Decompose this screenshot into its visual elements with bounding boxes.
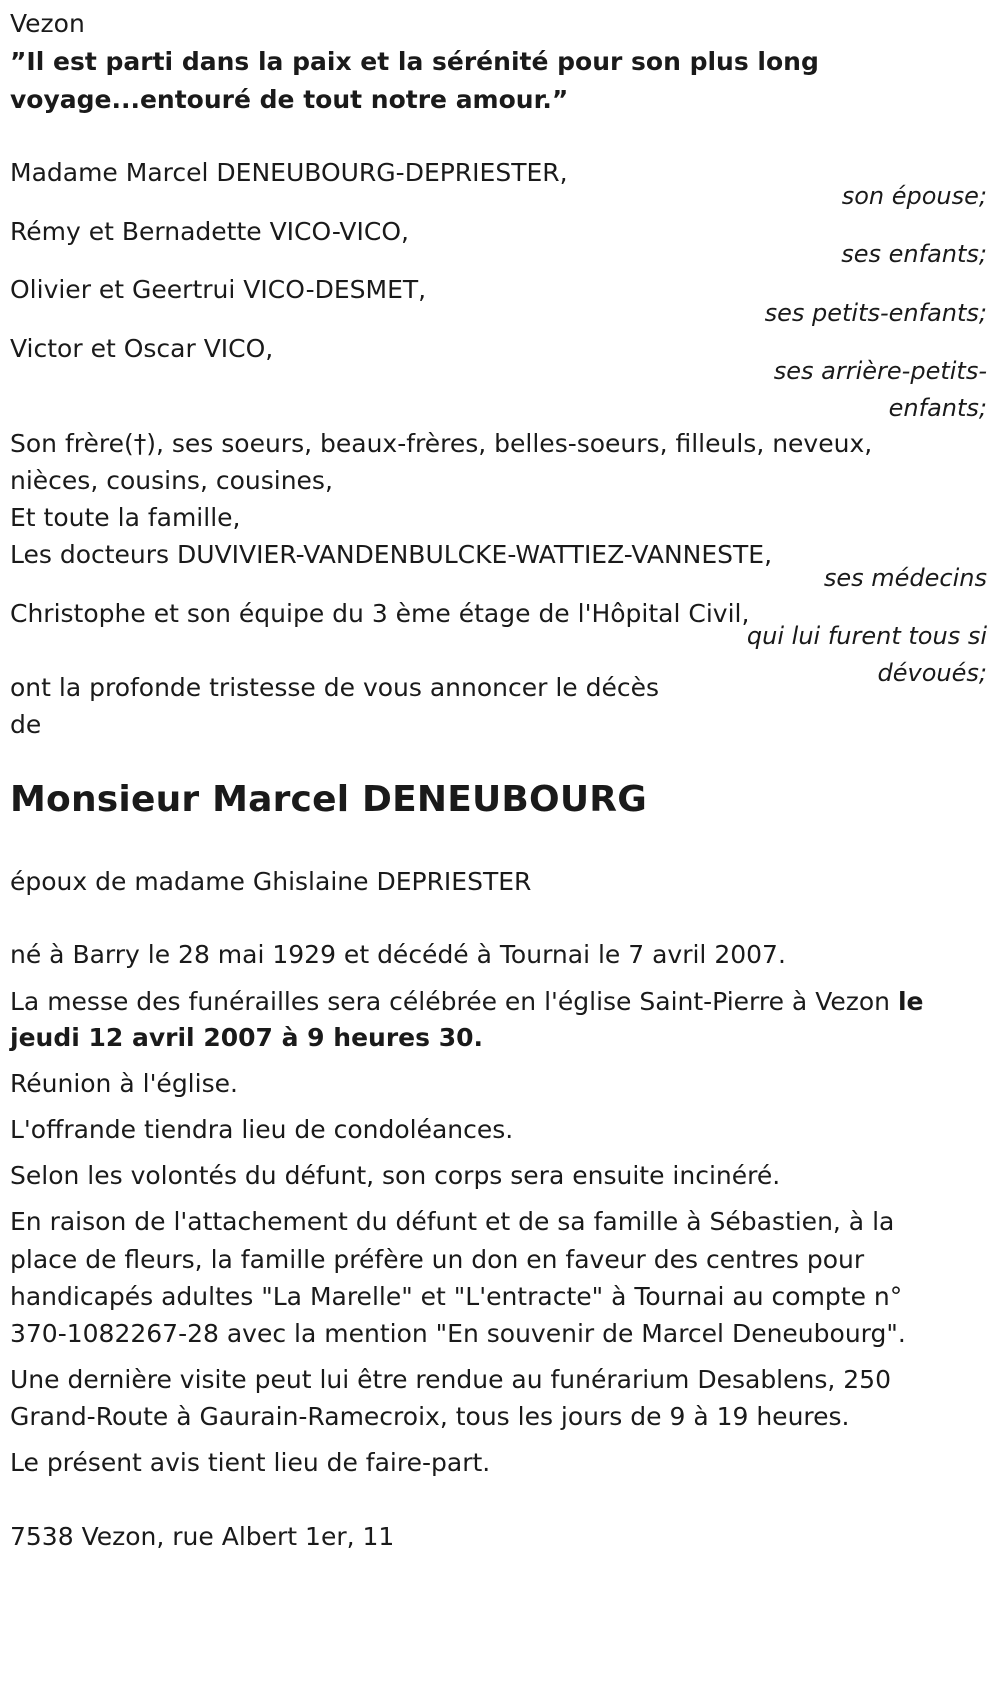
family-relation-great-grandchildren-2: enfants; <box>888 394 987 422</box>
mass-date-b: jeudi 12 avril 2007 à 9 heures 30. <box>10 1023 483 1052</box>
hospital-line: Christophe et son équipe du 3 ème étage de l'Hôpital Civil, <box>10 599 750 628</box>
mass-text: La messe des funérailles sera célébrée en l'église Saint-Pierre à Vezon <box>10 987 898 1016</box>
donation-line-4: 370-1082267-28 avec la mention "En souvenir de Marcel Deneubourg". <box>10 1319 906 1348</box>
location-heading: Vezon <box>10 9 85 38</box>
donation-line-2: place de fleurs, la famille préfère un don en faveur des centres pour <box>10 1245 865 1274</box>
others-line-3: Et toute la famille, <box>10 503 241 532</box>
deceased-spouse: époux de madame Ghislaine DEPRIESTER <box>10 867 532 896</box>
hospital-relation-1: qui lui furent tous si <box>746 622 987 650</box>
family-relation-spouse: son épouse; <box>841 182 987 210</box>
mass-date-a: le <box>897 987 924 1016</box>
mass-line-1 <box>10 982 923 1022</box>
deceased-name: Monsieur Marcel DENEUBOURG <box>10 779 647 820</box>
announcement-line-2: de <box>10 710 42 739</box>
visit-line-1: Une dernière visite peut lui être rendue au funérarium Desablens, 250 <box>10 1365 891 1394</box>
others-line-1: Son frère(†), ses soeurs, beaux-frères, belles-soeurs, filleuls, neveux, <box>10 429 873 458</box>
family-relation-grandchildren: ses petits-enfants; <box>764 299 987 327</box>
offering-line: L'offrande tiendra lieu de condoléances. <box>10 1115 514 1144</box>
others-line-2: nièces, cousins, cousines, <box>10 466 333 495</box>
hospital-relation-2: dévoués; <box>877 659 987 687</box>
family-names-great-grandchildren: Victor et Oscar VICO, <box>10 334 274 363</box>
visit-line-2: Grand-Route à Gaurain-Ramecroix, tous les jours de 9 à 19 heures. <box>10 1402 850 1431</box>
deceased-dates: né à Barry le 28 mai 1929 et décédé à Tournai le 7 avril 2007. <box>10 940 786 969</box>
donation-line-3: handicapés adultes "La Marelle" et "L'entracte" à Tournai au compte n° <box>10 1282 903 1311</box>
doctors-relation: ses médecins <box>823 564 987 592</box>
cremation-line: Selon les volontés du défunt, son corps sera ensuite incinéré. <box>10 1161 781 1190</box>
donation-line-1: En raison de l'attachement du défunt et de sa famille à Sébastien, à la <box>10 1207 895 1236</box>
quote-line-2: voyage...entouré de tout notre amour.” <box>10 85 569 114</box>
quote-line-1: ”Il est parti dans la paix et la sérénité pour son plus long <box>10 47 819 76</box>
family-relation-children: ses enfants; <box>841 240 987 268</box>
family-relation-great-grandchildren-1: ses arrière-petits- <box>773 357 987 385</box>
doctors-line: Les docteurs DUVIVIER-VANDENBULCKE-WATTIEZ-VANNESTE, <box>10 540 773 569</box>
family-names-grandchildren: Olivier et Geertrui VICO-DESMET, <box>10 275 427 304</box>
family-names-spouse: Madame Marcel DENEUBOURG-DEPRIESTER, <box>10 158 568 187</box>
address-line: 7538 Vezon, rue Albert 1er, 11 <box>10 1522 395 1551</box>
family-names-children: Rémy et Bernadette VICO-VICO, <box>10 217 409 246</box>
notice-line: Le présent avis tient lieu de faire-part. <box>10 1448 491 1477</box>
meeting-line: Réunion à l'église. <box>10 1069 238 1098</box>
announcement-line-1: ont la profonde tristesse de vous annoncer le décès <box>10 673 660 702</box>
